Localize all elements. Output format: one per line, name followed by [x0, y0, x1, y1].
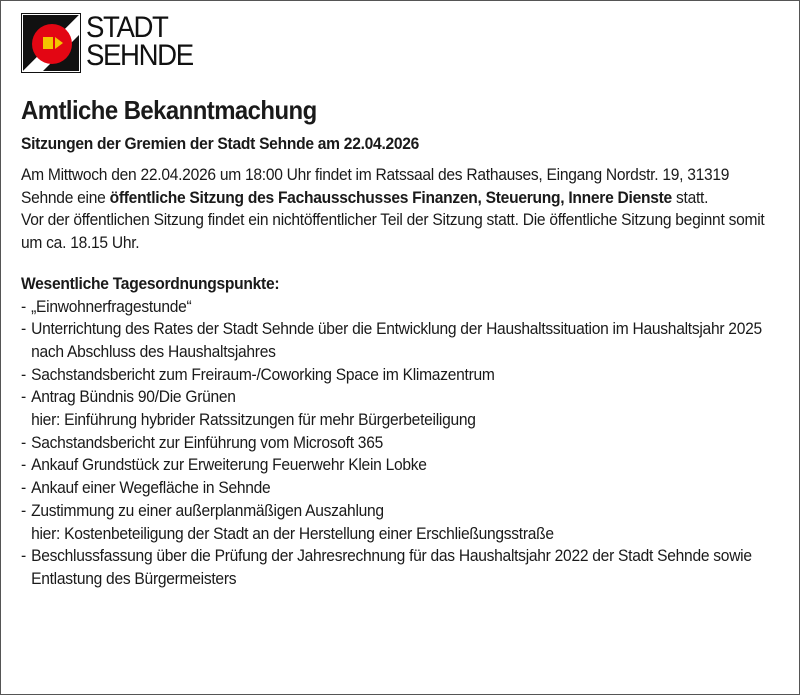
meeting-subtitle: Sitzungen der Gremien der Stadt Sehnde am 22.04.2026	[21, 134, 420, 153]
agenda-item-text: Sachstandsbericht zum Freiraum-/Coworking Space im Klimazentrum	[31, 364, 495, 384]
intro-text	[21, 164, 781, 254]
list-item: - Ankauf Grundstück zur Erweiterung Feuerwehr Klein Lobke	[21, 454, 781, 477]
agenda-item-text: Zustimmung zu einer außerplanmäßigen Auszahlung	[31, 500, 384, 520]
agenda-item-text: Ankauf einer Wegefläche in Sehnde	[31, 478, 271, 498]
city-emblem-icon	[21, 13, 81, 73]
list-item: - „Einwohnerfragestunde“	[21, 296, 781, 319]
agenda-heading: Wesentliche Tagesordnungspunkte:	[21, 274, 280, 293]
list-item: - Sachstandsbericht zum Freiraum-/Coworking Space im Klimazentrum	[21, 364, 781, 387]
intro-post: statt.	[671, 187, 709, 207]
agenda-item-text: Unterrichtung des Rates der Stadt Sehnde über die Entwicklung der Haushaltssituation im Haushaltsjahr 2025 nach Abschluss des Haushaltsjahres	[31, 319, 762, 361]
list-item: - Ankauf einer Wegefläche in Sehnde	[21, 477, 781, 500]
agenda-item-text: „Einwohnerfragestunde“	[31, 296, 192, 316]
agenda-item-text: Ankauf Grundstück zur Erweiterung Feuerwehr Klein Lobke	[31, 455, 427, 475]
intro-committee: öffentliche Sitzung des Fachausschusses Finanzen, Steuerung, Innere Dienste	[109, 187, 672, 207]
list-item: - Beschlussfassung über die Prüfung der Jahresrechnung für das Haushaltsjahr 2022 der Stadt Sehnde sowie Entlastung des Bürgermeisters	[21, 545, 781, 590]
agenda-list	[21, 296, 781, 591]
agenda-item-sub: hier: Einführung hybrider Ratssitzungen für mehr Bürgerbeteiligung	[31, 410, 476, 430]
logo-line-1: STADT	[86, 11, 168, 44]
agenda-item-text: Sachstandsbericht zur Einführung vom Microsoft 365	[31, 432, 384, 452]
page-title: Amtliche Bekanntmachung	[21, 95, 317, 125]
intro-second-paragraph: Vor der öffentlichen Sitzung findet ein nichtöffentlicher Teil der Sitzung statt. Die öffentliche Sitzung beginnt somit um ca. 18.15 Uhr.	[21, 210, 765, 252]
city-logo	[21, 13, 779, 79]
logo-line-2: SEHNDE	[86, 39, 193, 72]
agenda-item-text: Antrag Bündnis 90/Die Grünen	[31, 387, 236, 407]
agenda-item-text: Beschlussfassung über die Prüfung der Jahresrechnung für das Haushaltsjahr 2022 der Stadt Sehnde sowie Entlastung des Bürgermeisters	[31, 546, 752, 588]
intro-pre: Am Mittwoch den 22.04.2026 um 18:00 Uhr findet im Ratssaal des Rathauses, Eingang Nordstr. 19, 31319 Sehnde eine	[21, 165, 730, 207]
list-item: - Antrag Bündnis 90/Die Grünen hier: Einführung hybrider Ratssitzungen für mehr Bürgerbeteiligung	[21, 386, 781, 431]
list-item: - Unterrichtung des Rates der Stadt Sehnde über die Entwicklung der Haushaltssituation im Haushaltsjahr 2025 nach Abschluss des Haushaltsjahres	[21, 318, 781, 363]
list-item: - Sachstandsbericht zur Einführung vom Microsoft 365	[21, 432, 781, 455]
logo-wordmark	[86, 13, 193, 70]
agenda-item-sub: hier: Kostenbeteiligung der Stadt an der Herstellung einer Erschließungsstraße	[31, 523, 554, 543]
intro-paragraph	[21, 164, 781, 209]
list-item: - Zustimmung zu einer außerplanmäßigen Auszahlung hier: Kostenbeteiligung der Stadt an der Herstellung einer Erschließungsstraße	[21, 500, 781, 545]
